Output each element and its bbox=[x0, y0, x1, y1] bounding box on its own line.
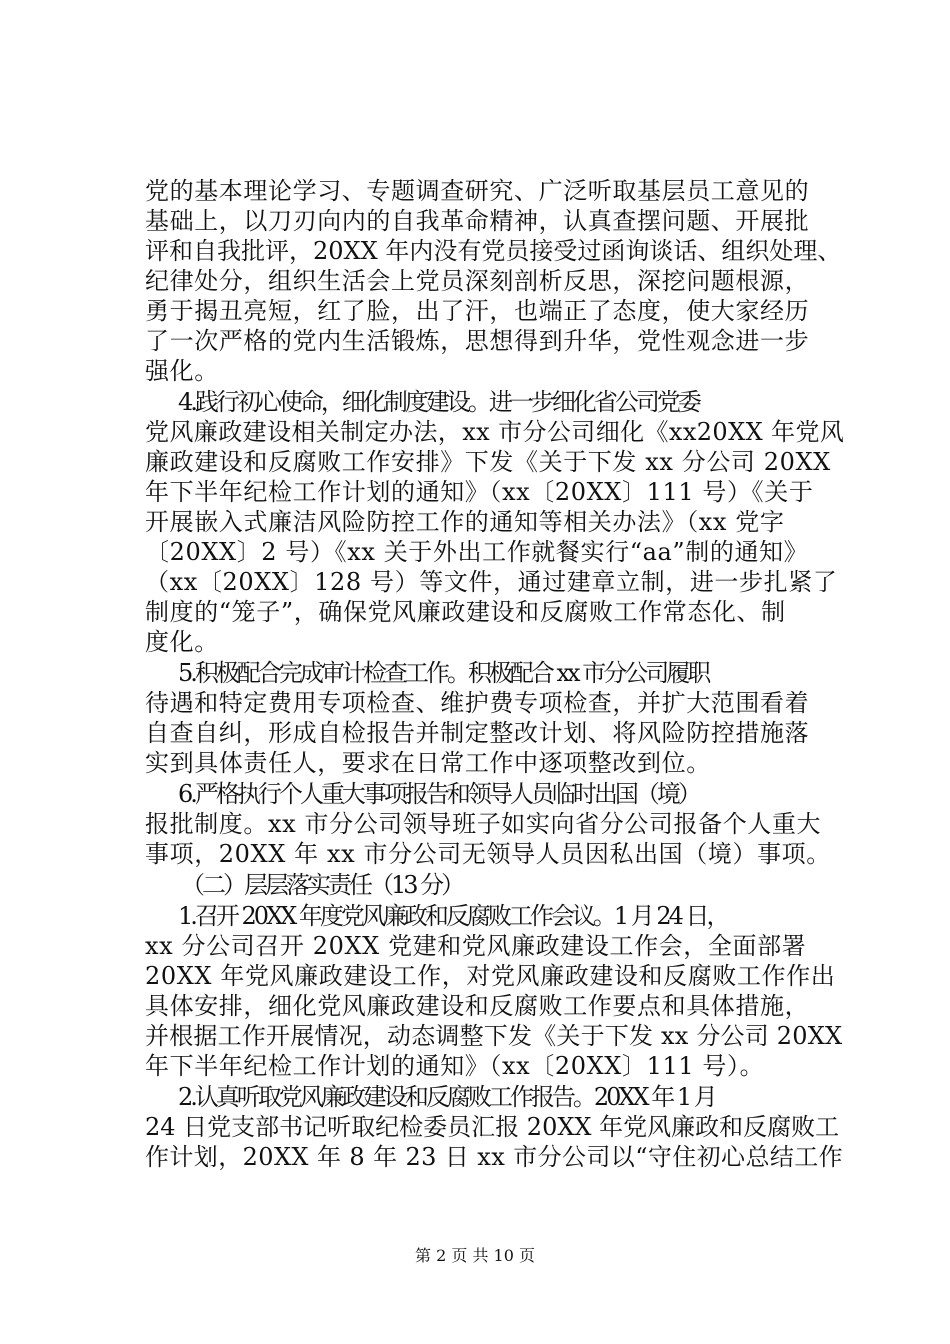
text-line: 廉政建设和反腐败工作安排》下发《关于下发 xx 分公司 20XX bbox=[145, 448, 831, 476]
text-line: 评和自我批评，20XX 年内没有党员接受过函询谈话、组织处理、 bbox=[145, 237, 842, 265]
text-line: 强化。 bbox=[145, 357, 219, 385]
paragraph-start-1: 1.召开 20XX 年度党风廉政和反腐败工作会议。1 月 24 日， bbox=[178, 902, 728, 930]
text-line: 制度的“笼子”，确保党风廉政建设和反腐败工作常态化、制 bbox=[145, 598, 786, 626]
text-line: 实到具体责任人，要求在日常工作中逐项整改到位。 bbox=[145, 749, 711, 777]
text-line: 基础上，以刀刃向内的自我革命精神，认真查摆问题、开展批 bbox=[145, 207, 810, 235]
paragraph-start-4: 4.践行初心使命，细化制度建设。进一步细化省公司党委 bbox=[178, 388, 699, 416]
text-line: 事项，20XX 年 xx 市分公司无领导人员因私出国（境）事项。 bbox=[145, 840, 831, 868]
text-line: 纪律处分，组织生活会上党员深刻剖析反思，深挖问题根源， bbox=[145, 267, 810, 295]
paragraph-start-2: 2.认真听取党风廉政建设和反腐败工作报告。20XX 年 1 月 bbox=[178, 1083, 715, 1111]
paragraph-start-6: 6.严格执行个人重大事项报告和领导人员临时出国（境） bbox=[178, 780, 699, 808]
text-line: 作计划，20XX 年 8 年 23 日 xx 市分公司以“守住初心总结工作 bbox=[145, 1143, 844, 1171]
text-line: 待遇和特定费用专项检查、维护费专项检查，并扩大范围看着 bbox=[145, 689, 810, 717]
text-line: 24 日党支部书记听取纪检委员汇报 20XX 年党风廉政和反腐败工 bbox=[145, 1113, 840, 1141]
paragraph-start-5: 5.积极配合完成审计检查工作。积极配合 xx 市分公司履职 bbox=[178, 659, 709, 687]
text-line: 报批制度。xx 市分公司领导班子如实向省分公司报备个人重大 bbox=[145, 810, 822, 838]
text-line: xx 分公司召开 20XX 党建和党风廉政建设工作会，全面部署 bbox=[145, 932, 807, 960]
text-line: 党风廉政建设相关制定办法，xx 市分公司细化《xx20XX 年党风 bbox=[145, 418, 845, 446]
text-line: 年下半年纪检工作计划的通知》（xx〔20XX〕111 号）《关于 bbox=[145, 478, 814, 506]
text-line: 20XX 年党风廉政建设工作，对党风廉政建设和反腐败工作作出 bbox=[145, 962, 836, 990]
text-line: 自查自纠，形成自检报告并制定整改计划、将风险防控措施落 bbox=[145, 719, 810, 747]
text-line: 勇于揭丑亮短，红了脸，出了汗，也端正了态度，使大家经历 bbox=[145, 297, 810, 325]
text-line: 年下半年纪检工作计划的通知》（xx〔20XX〕111 号）。 bbox=[145, 1052, 765, 1080]
text-line: 党的基本理论学习、专题调查研究、广泛听取基层员工意见的 bbox=[145, 177, 810, 205]
page-number-footer: 第 2 页 共 10 页 bbox=[415, 1246, 535, 1265]
text-line: 具体安排，细化党风廉政建设和反腐败工作要点和具体措施， bbox=[145, 992, 810, 1020]
text-line: （xx〔20XX〕128 号）等文件，通过建章立制，进一步扎紧了 bbox=[145, 568, 838, 596]
text-line: 〔20XX〕2 号）《xx 关于外出工作就餐实行“aa”制的通知》 bbox=[145, 538, 809, 566]
section-heading: （二）层层落实责任（13 分） bbox=[181, 871, 463, 899]
text-line: 度化。 bbox=[145, 628, 219, 656]
text-line: 开展嵌入式廉洁风险防控工作的通知等相关办法》（xx 党字 bbox=[145, 508, 785, 536]
text-line: 了一次严格的党内生活锻炼，思想得到升华，党性观念进一步 bbox=[145, 327, 810, 355]
text-line: 并根据工作开展情况，动态调整下发《关于下发 xx 分公司 20XX bbox=[145, 1022, 843, 1050]
